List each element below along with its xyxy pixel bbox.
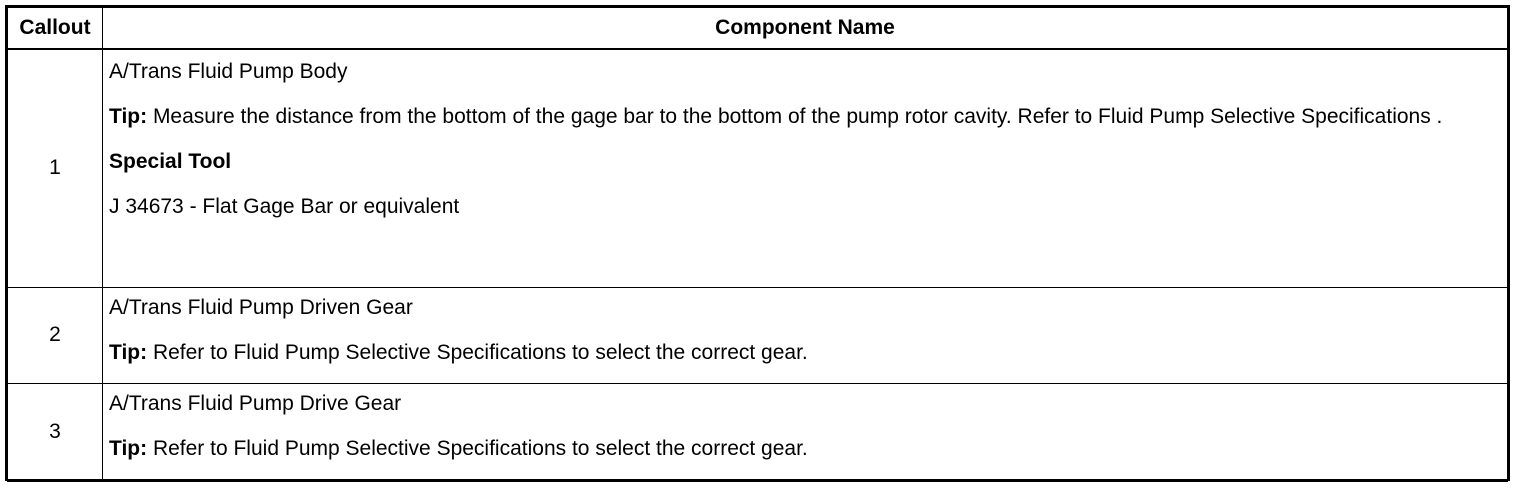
special-tool-heading: Special Tool xyxy=(109,150,232,173)
component-description xyxy=(103,383,1508,481)
table-row xyxy=(8,49,1508,287)
component-description xyxy=(103,287,1508,383)
component-name: A/Trans Fluid Pump Drive Gear xyxy=(109,391,402,415)
callout-number: 3 xyxy=(8,383,103,481)
tip-label: Tip: xyxy=(109,340,148,364)
tip-text: Refer to Fluid Pump Selective Specifications to select the correct gear. xyxy=(147,340,808,364)
callout-column-header: Callout xyxy=(8,8,103,50)
table-header-row xyxy=(8,8,1508,50)
component-description xyxy=(103,49,1508,287)
tip-text: Refer to Fluid Pump Selective Specifications to select the correct gear. xyxy=(147,436,808,460)
tip-label: Tip: xyxy=(109,436,148,460)
callout-number: 2 xyxy=(8,287,103,383)
tip-text: Measure the distance from the bottom of the gage bar to the bottom of the pump rotor cavity. Refer to Fluid Pump Selective Specifications . xyxy=(147,105,1443,128)
component-name: A/Trans Fluid Pump Driven Gear xyxy=(109,295,413,319)
special-tool-name: J 34673 - Flat Gage Bar or equivalent xyxy=(109,195,460,218)
component-table-frame xyxy=(5,5,1510,481)
tip-paragraph xyxy=(109,341,1501,365)
tip-label: Tip: xyxy=(109,105,148,128)
tip-paragraph xyxy=(109,105,1501,129)
component-name: A/Trans Fluid Pump Body xyxy=(109,60,348,83)
table-row xyxy=(8,383,1508,481)
tip-paragraph xyxy=(109,437,1501,461)
callout-number: 1 xyxy=(8,49,103,287)
component-table xyxy=(7,7,1508,482)
component-name-column-header: Component Name xyxy=(103,8,1508,50)
table-row xyxy=(8,287,1508,383)
